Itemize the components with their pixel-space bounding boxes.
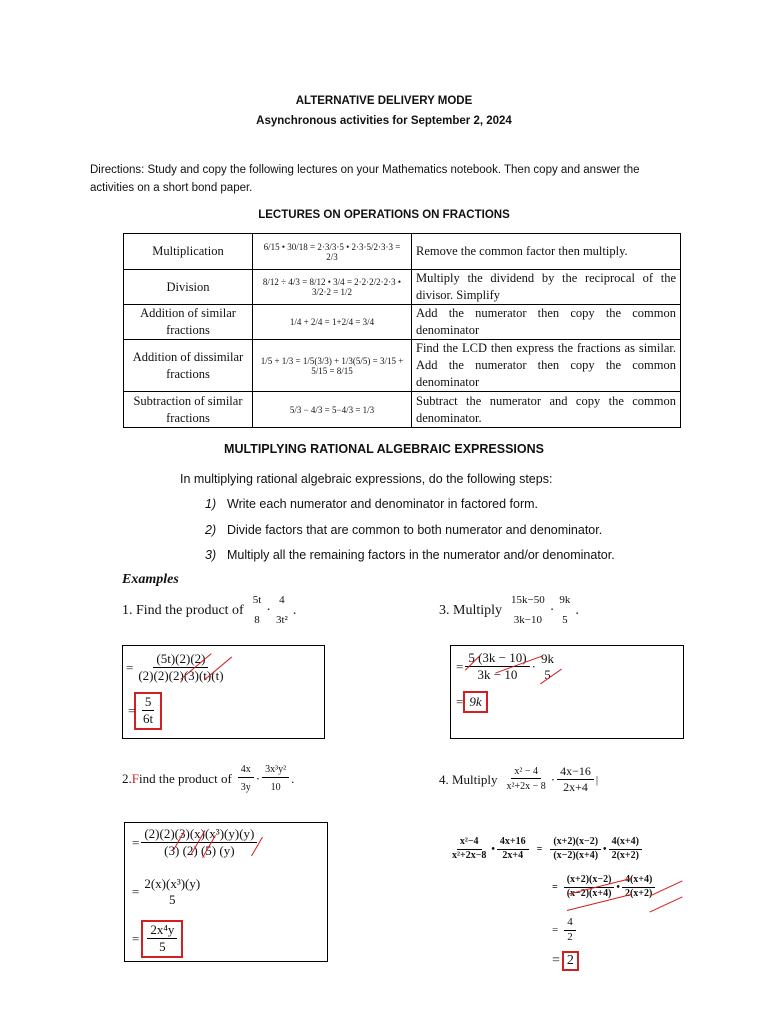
numerator: 3x³y²: [262, 764, 289, 778]
denominator: 2(x+2): [624, 887, 653, 899]
numerator: 4x: [238, 764, 254, 778]
numerator: 5t: [252, 594, 262, 606]
ex4-answer-box: 2: [562, 951, 579, 971]
example-cell: 5/3 − 4/3 = 5−4/3 = 1/3: [253, 392, 412, 428]
rule-cell: Subtract the numerator and copy the common denominator.: [412, 392, 681, 428]
numerator: (2)(2)(3)(x)(x³)(y)(y): [141, 826, 257, 843]
denominator: 2x+4: [563, 780, 588, 794]
ex3-step-fraction-1: [465, 650, 529, 684]
numerator: 2(x)(x³)(y): [144, 876, 201, 891]
numerator: 15k−50: [511, 594, 545, 606]
op-cell: Addition of similar fractions: [124, 305, 253, 340]
table-row: [124, 270, 681, 305]
ex3-answer-box: 9k: [463, 691, 487, 713]
numerator: 4x−16: [557, 764, 594, 780]
denominator: (2)(2)(2)(3)(t)(t): [138, 668, 224, 684]
ex4-l1-fraction-1: [449, 836, 489, 862]
step-2: [205, 523, 602, 537]
ex4-prompt-text: 4. Multiply: [439, 771, 498, 787]
numerator: 4: [564, 916, 576, 931]
denominator: 2: [567, 930, 573, 943]
numerator: 9k: [559, 594, 571, 606]
ex4-line-3: = $\frac{4}{2}$: [552, 916, 578, 945]
numerator: 5: [142, 694, 155, 711]
numerator: 4(x+4): [609, 836, 642, 850]
denominator: 5: [169, 892, 176, 908]
step-3: [205, 548, 615, 562]
step-text: Multiply all the remaining factors in the numerator and/or denominator.: [227, 548, 615, 562]
denominator: 2(x+2): [611, 849, 639, 861]
denominator: 5: [562, 613, 568, 626]
example-cell: 6/15 • 30/18 = 2·3/3·5 • 2·3·5/2·3·3 = 2/3: [253, 234, 412, 270]
ex4-line-1: $\frac{\text{x²−4}}{\text{x²+2x−8}}$ • $\frac{4x+16}{2x+4}$ = $\frac{(x+2)(x-2)}{(x-2)(x+4)}$ • $\frac{4(x+4)}{2(x+2)}$: [447, 836, 644, 862]
ex1-fraction-1: [250, 594, 265, 628]
numerator: (x+2)(x−2): [564, 874, 615, 888]
numerator: x² − 4: [511, 766, 541, 780]
numerator: 9k: [540, 650, 554, 666]
ex2-prompt-text: ind the product of: [138, 771, 232, 786]
ex1-prompt: 1. Find the product of 5t 8 · 4 3t² .: [122, 594, 297, 626]
ex4-l1-fraction-3: [550, 836, 601, 862]
denominator: 3y: [240, 781, 251, 793]
rule-cell: Remove the common factor then multiply.: [412, 234, 681, 270]
table-row: [124, 392, 681, 428]
numerator: 4(x+4): [622, 874, 655, 888]
ex4-l2-fraction-1: [564, 874, 615, 900]
numerator: 4x+16: [497, 836, 529, 850]
directions-line-1: Directions: Study and copy the following lectures on your Mathematics notebook. Then copy and answer the: [90, 164, 640, 176]
example-cell: 1/5 + 1/3 = 1/5(3/3) + 1/3(5/5) = 3/15 + 5/15 = 8/15: [253, 340, 412, 392]
op-cell: Subtraction of similar fractions: [124, 392, 253, 428]
ex1-answer: = $\frac{5}{6t}$: [134, 692, 162, 730]
examples-label: Examples: [122, 572, 179, 587]
ex3-step: = $\frac{5 (3k - 10)}{3k - 10}$ · 9k 5: [456, 650, 559, 684]
ex3-answer: = 9k: [456, 691, 488, 713]
ex4-line-2: = $\frac{(x+2)(x-2)}{(x-2)(x+4)}$ • $\frac{4(x+4)}{2(x+2)}$: [552, 874, 657, 900]
numerator: (x+2)(x−2): [550, 836, 601, 850]
denominator: 5: [544, 666, 551, 682]
ex2-step-2: = 2(x)(x³)(y) 5: [132, 876, 205, 909]
ex4-l3-fraction: [564, 916, 576, 945]
ex3-prompt: 3. Multiply 15k−50 3k−10 · 9k 5 .: [439, 594, 579, 626]
ex2-prompt: 2. F ind the product of $\frac{4x}{3y}$ · $\frac{\text{3x³y²}}{10}$ .: [122, 764, 295, 793]
step-text: Write each numerator and denominator in factored form.: [227, 497, 539, 511]
step-1: [205, 497, 538, 511]
lectures-title: LECTURES ON OPERATIONS ON FRACTIONS: [258, 209, 510, 221]
step-number: 2): [205, 523, 217, 537]
table-row: [124, 340, 681, 392]
ex2-answer-box: [141, 920, 183, 958]
rule-cell: Multiply the dividend by the reciprocal of the divisor. Simplify: [412, 270, 681, 305]
ex4-fraction-1: [504, 766, 549, 794]
example-cell: 1/4 + 2/4 = 1+2/4 = 3/4: [253, 305, 412, 340]
denominator: 2x+4: [502, 849, 524, 861]
rule-cell: Find the LCD then express the fractions as similar. Add the numerator then copy the common denominator: [412, 340, 681, 392]
ex2-fraction-2: [262, 764, 289, 794]
ex4-prompt: 4. Multiply $\frac{\text{x² − 4}}{\text{x²+2x − 8}}$ · $\frac{4x-16}{2x+4}$ |: [439, 764, 599, 794]
directions-line-2: activities on a short bond paper.: [90, 182, 253, 194]
ex1-fraction-2: [273, 594, 291, 628]
denominator: 3k−10: [513, 613, 542, 626]
op-cell: Multiplication: [124, 234, 253, 270]
ex1-prompt-text: 1. Find the product of: [122, 602, 244, 618]
denominator: (3) (2) (5) (y): [164, 843, 235, 859]
ex3-prompt-text: 3. Multiply: [439, 602, 503, 618]
denominator: (x−2)(x+4): [566, 887, 612, 899]
ex3-fraction-2: [556, 594, 573, 628]
ex4-l1-fraction-4: [609, 836, 642, 862]
lectures-table: [123, 233, 681, 428]
numerator: (5t)(2)(2): [153, 651, 208, 668]
rational-title: MULTIPLYING RATIONAL ALGEBRAIC EXPRESSIONS: [224, 442, 544, 456]
numerator: 5 (3k − 10): [465, 650, 529, 667]
numerator: x²−4: [457, 836, 482, 850]
ex1-answer-box: [134, 692, 162, 730]
ex4-fraction-2: [557, 764, 594, 795]
step-number: 3): [205, 548, 217, 562]
header-title: ALTERNATIVE DELIVERY MODE: [295, 95, 473, 107]
numerator: 4: [279, 594, 285, 606]
step-text: Divide factors that are common to both numerator and denominator.: [227, 523, 603, 537]
rule-cell: Add the numerator then copy the common denominator: [412, 305, 681, 340]
denominator: 3k − 10: [477, 667, 518, 683]
step-number: 1): [205, 497, 217, 511]
example-cell: 8/12 ÷ 4/3 = 8/12 • 3/4 = 2·2·2/2·2·3 • 3/2·2 = 1/2: [253, 270, 412, 305]
denominator: 5: [159, 939, 166, 955]
denominator: 3t²: [275, 613, 288, 626]
table-row: [124, 234, 681, 270]
steps-intro: In multiplying rational algebraic expressions, do the following steps:: [180, 472, 553, 486]
denominator: (x−2)(x+4): [553, 849, 599, 861]
ex2-answer: = $\frac{\text{2x⁴y}}{5}$: [132, 920, 183, 958]
ex4-answer: = 2: [552, 951, 579, 971]
ex4-l1-fraction-2: [497, 836, 529, 862]
ex2-prompt-pre: 2.: [122, 771, 132, 786]
ex2-fraction-1: [238, 764, 254, 794]
op-cell: Division: [124, 270, 253, 305]
denominator: 6t: [143, 711, 154, 727]
ex1-step: = $\frac{(5t)(2)(2)}{(2)(2)(2)(3)(t)(t)}$: [126, 651, 229, 685]
numerator: 2x⁴y: [147, 922, 177, 939]
ex3-fraction-1: [508, 594, 548, 628]
header-subtitle: Asynchronous activities for September 2, 2024: [256, 115, 512, 127]
ex2-prompt-red: F: [131, 771, 139, 786]
ex2-step-1: = $\frac{\text{(2)(2)(3)(x)(x³)(y)(y)}}{(3) (2) (5) (y)}$: [132, 826, 259, 860]
ex2-step2-fraction: [141, 876, 203, 909]
denominator: 10: [270, 781, 281, 793]
op-cell: Addition of dissimilar fractions: [124, 340, 253, 392]
denominator: x²+2x−8: [452, 849, 487, 861]
denominator: x²+2x − 8: [506, 781, 546, 792]
denominator: 8: [254, 613, 260, 626]
table-row: [124, 305, 681, 340]
ex2-step1-fraction: [141, 826, 257, 860]
